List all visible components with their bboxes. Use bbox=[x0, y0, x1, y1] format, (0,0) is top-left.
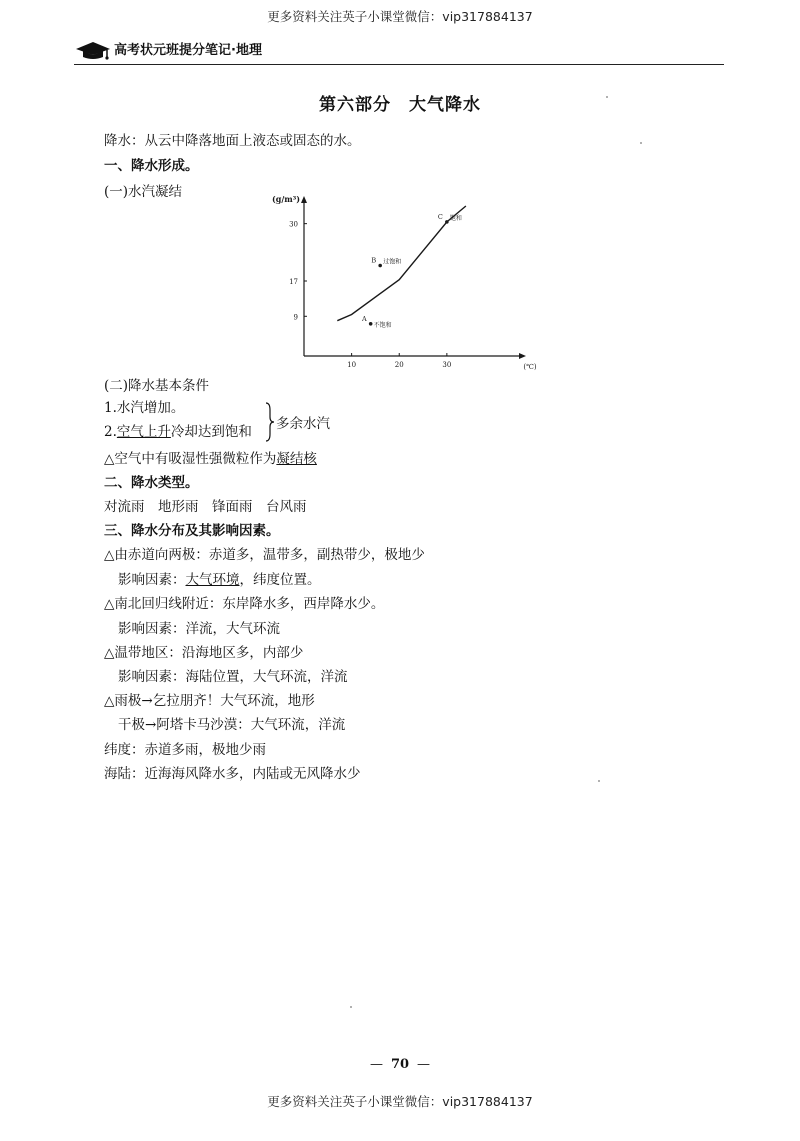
condition-2 bbox=[104, 423, 252, 441]
sub-heading-condensation: (一)水汽凝结 bbox=[104, 184, 183, 200]
point-note-b: 过饱和 bbox=[383, 258, 402, 266]
distribution-line-3: △南北回归线附近：东岸降水多，西岸降水少。 bbox=[104, 596, 385, 612]
distribution-line-7: △雨极→乞拉朋齐！大气环流，地形 bbox=[104, 693, 315, 709]
point-label-b: B bbox=[371, 256, 377, 265]
factor-rest: ，纬度位置。 bbox=[239, 572, 321, 588]
nuclei-line bbox=[104, 450, 317, 468]
nuclei-prefix: △空气中有吸湿性强微粒作为 bbox=[104, 451, 277, 467]
condition-1: 1.水汽增加。 bbox=[104, 400, 185, 416]
header-rule bbox=[74, 64, 724, 65]
scan-speck bbox=[606, 96, 608, 98]
y-axis-arrow bbox=[301, 196, 307, 203]
scan-speck bbox=[598, 780, 600, 782]
point-label-a: A bbox=[361, 314, 367, 323]
condition-2-underlined: 空气上升 bbox=[116, 424, 171, 440]
distribution-line-5: △温带地区：沿海地区多，内部少 bbox=[104, 645, 304, 661]
heading-formation: 一、降水形成。 bbox=[104, 158, 199, 174]
page-header bbox=[74, 36, 262, 60]
heading-types: 二、降水类型。 bbox=[104, 475, 199, 491]
point-label-c: C bbox=[437, 212, 443, 221]
header-title: 高考状元班提分笔记·地理 bbox=[114, 43, 262, 58]
x-tick-label: 10 bbox=[347, 361, 357, 369]
page-number-value: 70 bbox=[390, 1057, 410, 1072]
x-tick-label: 30 bbox=[442, 361, 452, 369]
page-dash-left: — bbox=[369, 1057, 383, 1072]
point-note-c: 饱和 bbox=[449, 214, 462, 222]
x-axis-arrow bbox=[519, 353, 526, 359]
condition-2-rest: 冷却达到饱和 bbox=[170, 424, 252, 440]
page-number bbox=[0, 1057, 800, 1072]
conditions-brace-group bbox=[104, 399, 364, 445]
y-tick-label: 9 bbox=[293, 313, 298, 322]
scan-speck bbox=[640, 142, 642, 144]
sub-heading-conditions: (二)降水基本条件 bbox=[104, 378, 210, 394]
heading-distribution: 三、降水分布及其影响因素。 bbox=[104, 523, 280, 539]
watermark-bottom: 更多资料关注英子小课堂微信：vip317884137 bbox=[267, 1094, 533, 1109]
scan-speck bbox=[350, 1006, 352, 1008]
nuclei-underlined: 凝结核 bbox=[276, 451, 317, 467]
y-tick-label: 17 bbox=[289, 278, 298, 286]
x-tick-label: 20 bbox=[394, 361, 404, 369]
distribution-line-4: 影响因素：洋流，大气环流 bbox=[118, 621, 280, 637]
distribution-line-6: 影响因素：海陆位置，大气环流，洋流 bbox=[118, 669, 348, 685]
y-axis-label: (g/m³) bbox=[271, 196, 300, 204]
graduation-cap-icon bbox=[74, 38, 112, 60]
distribution-line-2 bbox=[118, 571, 321, 589]
distribution-line-8: 干极→阿塔卡马沙漠：大气环流，洋流 bbox=[118, 717, 346, 733]
condition-2-prefix: 2. bbox=[104, 424, 117, 440]
point-b bbox=[378, 264, 382, 268]
definition-text: 降水：从云中降落地面上液态或固态的水。 bbox=[104, 133, 361, 149]
types-list: 对流雨 地形雨 锋面雨 台风雨 bbox=[104, 499, 307, 515]
distribution-line-9: 纬度：赤道多雨，极地少雨 bbox=[104, 742, 266, 758]
section-title: 第六部分 大气降水 bbox=[319, 95, 481, 115]
point-c bbox=[445, 220, 449, 224]
distribution-line-1: △由赤道向两极：赤道多，温带多，副热带少，极地少 bbox=[104, 547, 425, 563]
brace-label: 多余水汽 bbox=[276, 416, 330, 432]
saturation-chart bbox=[268, 196, 538, 376]
y-tick-label: 30 bbox=[289, 220, 298, 229]
factor-underlined: 大气环境 bbox=[185, 572, 240, 588]
point-a bbox=[369, 322, 373, 326]
x-axis-label: (℃) bbox=[523, 363, 537, 371]
watermark-top: 更多资料关注英子小课堂微信：vip317884137 bbox=[267, 9, 533, 24]
distribution-line-10: 海陆：近海海风降水多，内陆或无风降水少 bbox=[104, 766, 361, 782]
page-dash-right: — bbox=[417, 1057, 431, 1072]
right-brace-icon bbox=[265, 402, 275, 442]
factor-prefix: 影响因素： bbox=[118, 572, 186, 588]
point-note-a: 不饱和 bbox=[373, 321, 392, 329]
